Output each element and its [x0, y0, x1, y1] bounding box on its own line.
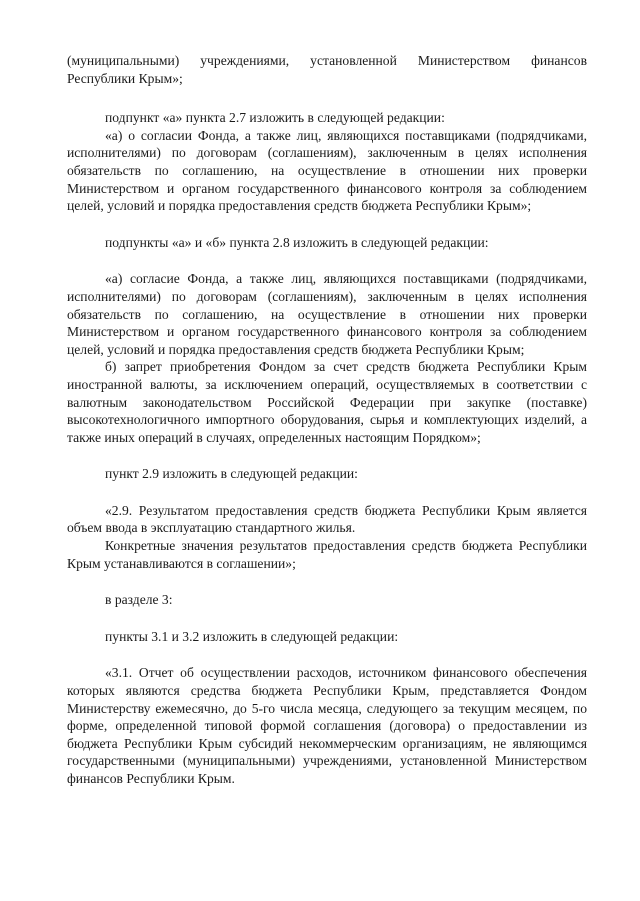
paragraph-2-8-b-text: б) запрет приобретения Фондом за счет средств бюджета Республики Крым иностранной валюты, за исключением операций, осуществляемых в соответствии с валютным законодательством Российской Федерации при закупке (поставке) высокотехнологичного импортного оборудования, сырья и комплектующих изделий, а также иных операций в случаях, определенных настоящим Порядком»;: [67, 359, 587, 445]
paragraph-2-8-a-text: «а) согласие Фонда, а также лиц, являющихся поставщиками (подрядчиками, исполнителями) по договорам (соглашениям), заключенным в целях исполнения обязательств по соглашению, на осуществление в отношении них проверки Министерством и органом государственного финансового контроля за соблюдением целей, условий и порядка предоставления средств бюджета Республики Крым;: [67, 271, 587, 357]
paragraph-subitems-2-8: подпункты «а» и «б» пункта 2.8 изложить в следующей редакции:: [105, 234, 489, 250]
paragraph-2-7-a-text: «а) о согласии Фонда, а также лиц, являющихся поставщиками (подрядчиками, исполнителями) по договорам (соглашениям), заключенным в целях исполнения обязательств по соглашению, на осуществление в отношении них проверки Министерством и органом государственного финансового контроля за соблюдением целей, условий и порядка предоставления средств бюджета Республики Крым»;: [67, 127, 587, 214]
paragraph-items-3-1-3-2: пункты 3.1 и 3.2 изложить в следующей редакции:: [105, 628, 399, 644]
document-page: [67, 52, 587, 788]
paragraph-section-3: в разделе 3:: [105, 592, 173, 608]
paragraph-2-9-text: «2.9. Результатом предоставления средств бюджета Республики Крым является объем ввода в эксплуатацию стандартного жилья.: [67, 502, 587, 536]
paragraph-item-2-9: пункт 2.9 изложить в следующей редакции:: [105, 466, 358, 482]
paragraph-3-1-text: «3.1. Отчет об осуществлении расходов, источником финансового обеспечения которых являются средства бюджета Республики Крым, представляется Фондом Министерству ежемесячно, до 5-го числа месяца, следующего за текущим месяцем, по форме, определенной типовой формой соглашения (договора) о предоставлении из бюджета Республики Крым субсидий некоммерческим организациям, не являющимся государственными (муниципальными) учреждениями, установленной Министерством финансов Республики Крым.: [67, 665, 587, 786]
paragraph-continuation: (муниципальными) учреждениями, установленной Министерством финансов Республики Крым»;: [67, 53, 587, 86]
paragraph-2-9-values: Конкретные значения результатов предоставления средств бюджета Республики Крым устанавливаются в соглашении»;: [67, 538, 587, 571]
paragraph-subitem-2-7: подпункт «а» пункта 2.7 изложить в следующей редакции:: [105, 110, 445, 126]
